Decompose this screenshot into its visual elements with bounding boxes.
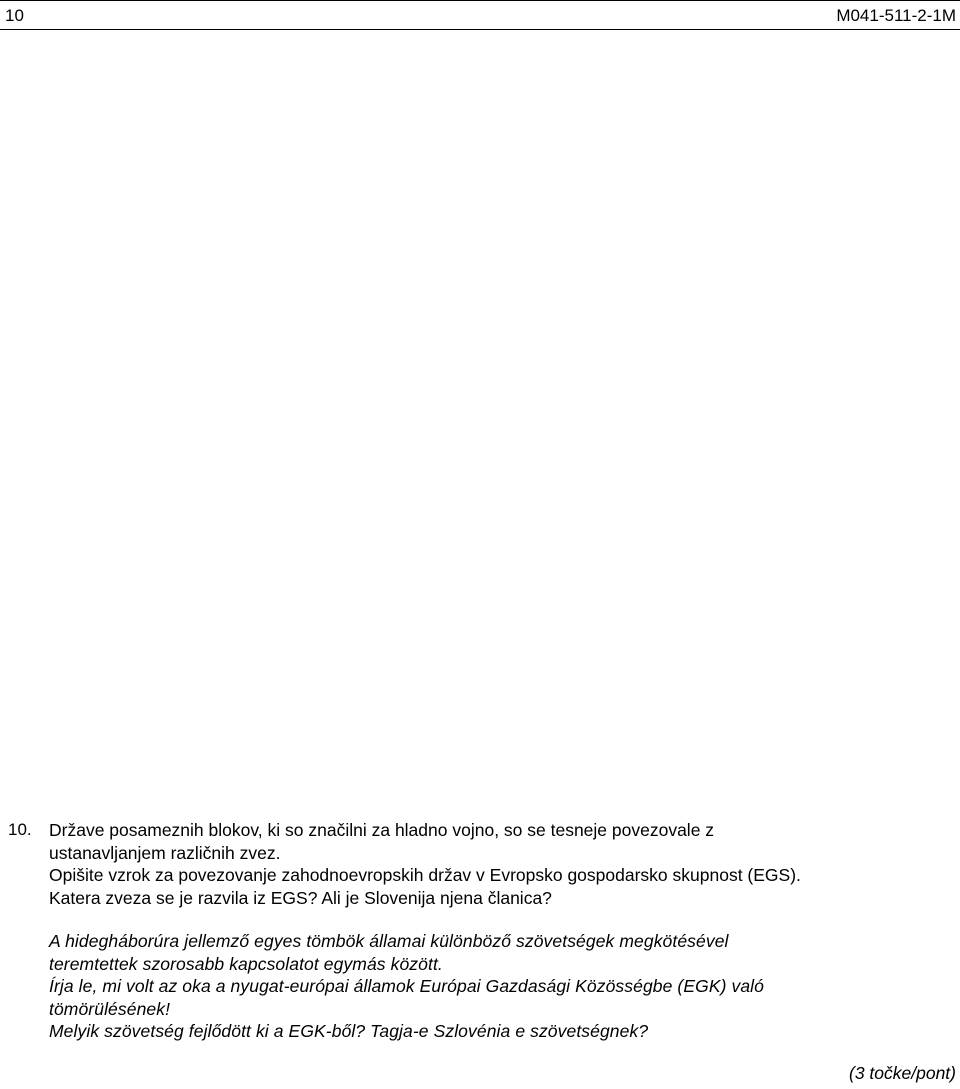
document-code: M041-511-2-1M	[836, 6, 956, 25]
question-text-slovenian: Države posameznih blokov, ki so značilni za hladno vojno, so se tesneje povezovale z ustanavljanjem različnih zvez. Opišite vzrok za povezovanje zahodnoevropskih držav v Evropsko gospodarsko skupnost (EGS). Katera zveza se je razvila iz EGS? Ali je Slovenija njena članica?	[49, 820, 801, 908]
question-number: 10.	[8, 820, 32, 839]
page-header	[0, 0, 960, 30]
points-label: (3 točke/pont)	[849, 1063, 956, 1083]
page-number: 10	[5, 6, 24, 25]
question-text-hungarian: A hidegháborúra jellemző egyes tömbök államai különböző szövetségek megkötésével teremtettek szorosabb kapcsolatot egymás között. Írja le, mi volt az oka a nyugat-európai államok Európai Gazdasági Közösségbe (EGK) való tömörülésének! Melyik szövetség fejlődött ki a EGK-ből? Tagja-e Szlovénia e szövetségnek?	[49, 931, 764, 1041]
